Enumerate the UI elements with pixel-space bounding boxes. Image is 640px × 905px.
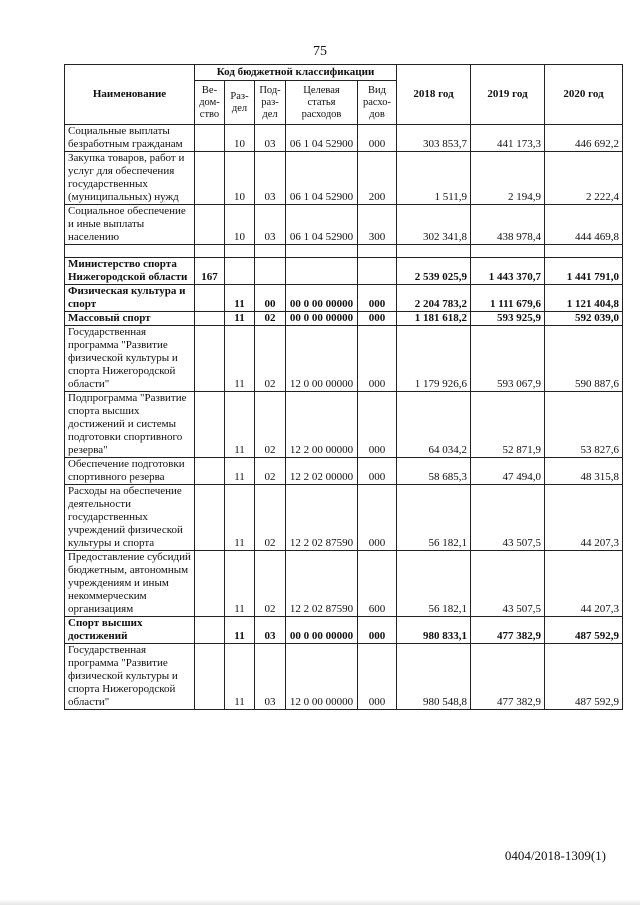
- cell-2019: 43 507,5: [471, 551, 545, 617]
- cell-target-article: 00 0 00 00000: [286, 617, 358, 644]
- header-2018: 2018 год: [397, 65, 471, 125]
- cell-podrazdel: 02: [255, 485, 286, 551]
- cell-target-article: 06 1 04 52900: [286, 205, 358, 245]
- table-row: [65, 285, 623, 312]
- cell-razdel: 10: [225, 152, 255, 205]
- cell-2018: 1 181 618,2: [397, 312, 471, 326]
- cell-expense-type: 000: [358, 326, 397, 392]
- cell-vedomstvo: [195, 392, 225, 458]
- cell-2020: 44 207,3: [545, 485, 623, 551]
- cell-razdel: 11: [225, 617, 255, 644]
- cell-vedomstvo: [195, 285, 225, 312]
- cell-target-article: 06 1 04 52900: [286, 125, 358, 152]
- cell-podrazdel: 03: [255, 644, 286, 710]
- cell-2019: 477 382,9: [471, 644, 545, 710]
- header-2019: 2019 год: [471, 65, 545, 125]
- table-row: [65, 312, 623, 326]
- cell-razdel: 11: [225, 312, 255, 326]
- cell-podrazdel: 02: [255, 312, 286, 326]
- cell-2018: [397, 245, 471, 258]
- cell-expense-type: 000: [358, 392, 397, 458]
- cell-name: Закупка товаров, работ и услуг для обеспечения государственных (муниципальных) нужд: [65, 152, 195, 205]
- cell-target-article: [286, 245, 358, 258]
- cell-2020: 48 315,8: [545, 458, 623, 485]
- table-header: [65, 65, 623, 125]
- cell-razdel: 11: [225, 285, 255, 312]
- document-code: 0404/2018-1309(1): [504, 848, 606, 863]
- page-number: 75: [313, 44, 327, 59]
- cell-name: Обеспечение подготовки спортивного резерва: [65, 458, 195, 485]
- cell-expense-type: 000: [358, 617, 397, 644]
- cell-podrazdel: 00: [255, 285, 286, 312]
- cell-target-article: 12 2 02 87590: [286, 485, 358, 551]
- cell-razdel: 11: [225, 644, 255, 710]
- cell-2020: 487 592,9: [545, 644, 623, 710]
- header-classification-group: Код бюджетной классификации: [195, 65, 397, 81]
- cell-name: Массовый спорт: [65, 312, 195, 326]
- cell-target-article: 12 2 02 00000: [286, 458, 358, 485]
- cell-name: Физическая культура и спорт: [65, 285, 195, 312]
- cell-target-article: 12 2 00 00000: [286, 392, 358, 458]
- cell-2020: 444 469,8: [545, 205, 623, 245]
- budget-table: [64, 64, 623, 710]
- cell-2018: 302 341,8: [397, 205, 471, 245]
- cell-2020: 590 887,6: [545, 326, 623, 392]
- cell-podrazdel: [255, 258, 286, 285]
- cell-2019: 2 194,9: [471, 152, 545, 205]
- cell-name: Спорт высших достижений: [65, 617, 195, 644]
- cell-2018: 980 548,8: [397, 644, 471, 710]
- header-razdel: Раз-дел: [225, 81, 255, 125]
- cell-target-article: 12 0 00 00000: [286, 644, 358, 710]
- cell-vedomstvo: [195, 551, 225, 617]
- cell-podrazdel: 03: [255, 152, 286, 205]
- cell-2020: 2 222,4: [545, 152, 623, 205]
- cell-expense-type: 000: [358, 458, 397, 485]
- header-expense-type: Вид расхо-дов: [358, 81, 397, 125]
- table-body: [65, 125, 623, 710]
- cell-name: Социальные выплаты безработным гражданам: [65, 125, 195, 152]
- cell-2019: 47 494,0: [471, 458, 545, 485]
- cell-2018: 303 853,7: [397, 125, 471, 152]
- cell-name: Подпрограмма "Развитие спорта высших достижений и системы подготовки спортивного резерва": [65, 392, 195, 458]
- cell-target-article: 06 1 04 52900: [286, 152, 358, 205]
- cell-expense-type: 000: [358, 125, 397, 152]
- table-row: [65, 617, 623, 644]
- cell-podrazdel: 03: [255, 125, 286, 152]
- cell-vedomstvo: [195, 458, 225, 485]
- cell-2018: 1 511,9: [397, 152, 471, 205]
- cell-vedomstvo: [195, 326, 225, 392]
- cell-expense-type: 000: [358, 644, 397, 710]
- cell-expense-type: [358, 258, 397, 285]
- cell-razdel: 10: [225, 205, 255, 245]
- cell-razdel: 11: [225, 326, 255, 392]
- cell-name: Министерство спорта Нижегородской области: [65, 258, 195, 285]
- cell-expense-type: 300: [358, 205, 397, 245]
- cell-razdel: 11: [225, 392, 255, 458]
- table-row: [65, 125, 623, 152]
- cell-2018: 1 179 926,6: [397, 326, 471, 392]
- cell-2020: 1 441 791,0: [545, 258, 623, 285]
- cell-expense-type: [358, 245, 397, 258]
- cell-expense-type: 000: [358, 312, 397, 326]
- cell-2020: [545, 245, 623, 258]
- cell-2019: 1 443 370,7: [471, 258, 545, 285]
- cell-vedomstvo: [195, 125, 225, 152]
- cell-vedomstvo: [195, 644, 225, 710]
- header-name: Наименование: [65, 65, 195, 125]
- cell-razdel: 11: [225, 458, 255, 485]
- table-row: [65, 258, 623, 285]
- cell-2018: 2 204 783,2: [397, 285, 471, 312]
- cell-razdel: [225, 258, 255, 285]
- table-row: [65, 326, 623, 392]
- cell-2020: 53 827,6: [545, 392, 623, 458]
- cell-target-article: 12 0 00 00000: [286, 326, 358, 392]
- cell-name: Государственная программа "Развитие физической культуры и спорта Нижегородской области": [65, 644, 195, 710]
- cell-target-article: [286, 258, 358, 285]
- cell-podrazdel: 03: [255, 205, 286, 245]
- cell-2020: 446 692,2: [545, 125, 623, 152]
- cell-name: Государственная программа "Развитие физической культуры и спорта Нижегородской области": [65, 326, 195, 392]
- cell-2018: 2 539 025,9: [397, 258, 471, 285]
- cell-vedomstvo: [195, 485, 225, 551]
- cell-2020: 44 207,3: [545, 551, 623, 617]
- cell-razdel: [225, 245, 255, 258]
- cell-2019: 43 507,5: [471, 485, 545, 551]
- header-2020: 2020 год: [545, 65, 623, 125]
- cell-razdel: 11: [225, 551, 255, 617]
- cell-podrazdel: 02: [255, 458, 286, 485]
- cell-razdel: 10: [225, 125, 255, 152]
- cell-name: [65, 245, 195, 258]
- cell-name: Социальное обеспечение и иные выплаты населению: [65, 205, 195, 245]
- cell-expense-type: 000: [358, 285, 397, 312]
- cell-2019: 593 067,9: [471, 326, 545, 392]
- table-spacer-row: [65, 245, 623, 258]
- table-row: [65, 205, 623, 245]
- cell-podrazdel: 02: [255, 392, 286, 458]
- table-row: [65, 644, 623, 710]
- cell-2018: 58 685,3: [397, 458, 471, 485]
- cell-expense-type: 600: [358, 551, 397, 617]
- cell-name: Предоставление субсидий бюджетным, автономным учреждениям и иным некоммерческим организациям: [65, 551, 195, 617]
- cell-2020: 487 592,9: [545, 617, 623, 644]
- cell-podrazdel: 03: [255, 617, 286, 644]
- table-row: [65, 458, 623, 485]
- cell-2019: [471, 245, 545, 258]
- cell-2020: 1 121 404,8: [545, 285, 623, 312]
- table-row: [65, 392, 623, 458]
- cell-vedomstvo: [195, 205, 225, 245]
- cell-expense-type: 000: [358, 485, 397, 551]
- header-vedomstvo: Ве-дом-ство: [195, 81, 225, 125]
- header-podrazdel: Под-раз-дел: [255, 81, 286, 125]
- cell-podrazdel: [255, 245, 286, 258]
- header-target-article: Целевая статья расходов: [286, 81, 358, 125]
- table-row: [65, 551, 623, 617]
- cell-razdel: 11: [225, 485, 255, 551]
- cell-target-article: 00 0 00 00000: [286, 285, 358, 312]
- cell-podrazdel: 02: [255, 551, 286, 617]
- cell-2018: 56 182,1: [397, 551, 471, 617]
- cell-2019: 52 871,9: [471, 392, 545, 458]
- cell-2019: 1 111 679,6: [471, 285, 545, 312]
- cell-expense-type: 200: [358, 152, 397, 205]
- cell-vedomstvo: [195, 245, 225, 258]
- cell-2018: 980 833,1: [397, 617, 471, 644]
- table-row: [65, 485, 623, 551]
- cell-vedomstvo: 167: [195, 258, 225, 285]
- cell-2019: 438 978,4: [471, 205, 545, 245]
- scan-edge: [0, 899, 640, 905]
- cell-2019: 477 382,9: [471, 617, 545, 644]
- cell-vedomstvo: [195, 617, 225, 644]
- cell-name: Расходы на обеспечение деятельности государственных учреждений физической культуры и спорта: [65, 485, 195, 551]
- cell-vedomstvo: [195, 312, 225, 326]
- cell-2020: 592 039,0: [545, 312, 623, 326]
- cell-vedomstvo: [195, 152, 225, 205]
- cell-2018: 64 034,2: [397, 392, 471, 458]
- table-row: [65, 152, 623, 205]
- cell-2019: 593 925,9: [471, 312, 545, 326]
- cell-target-article: 12 2 02 87590: [286, 551, 358, 617]
- cell-2019: 441 173,3: [471, 125, 545, 152]
- cell-target-article: 00 0 00 00000: [286, 312, 358, 326]
- cell-podrazdel: 02: [255, 326, 286, 392]
- cell-2018: 56 182,1: [397, 485, 471, 551]
